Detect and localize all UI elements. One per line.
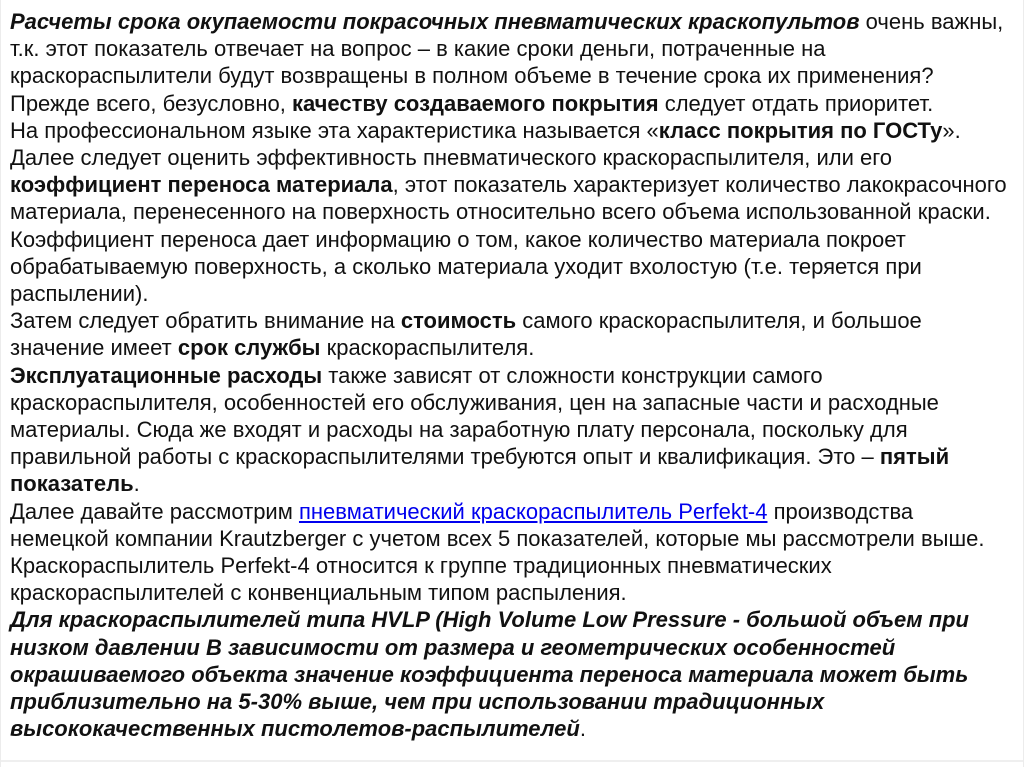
text-segment: Прежде всего, безусловно,	[10, 90, 292, 116]
paragraph-3	[10, 117, 1014, 144]
text-segment: Эксплуатационные расходы	[10, 362, 323, 388]
paragraph-4	[10, 144, 1014, 307]
text-segment: краскораспылителя.	[320, 335, 535, 361]
text-segment: класс покрытия по ГОСТу	[658, 117, 943, 143]
text-segment: производства немецкой компании Krautzberger с учетом всех 5 показателей, которые мы рассмотрели выше. Краскораспылитель Perfekt-4 относится к группе традиционных пневматических краскораспылителей с конвенциальным типом распыления.	[10, 498, 985, 606]
text-segment: ».	[942, 117, 961, 143]
perfekt4-link[interactable]: пневматический краскораспылитель Perfekt-4	[298, 498, 768, 524]
text-segment: пятый показатель	[10, 444, 950, 497]
text-segment: Далее давайте рассмотрим	[10, 498, 299, 524]
text-segment: На профессиональном языке эта характеристика называется «	[10, 117, 659, 143]
text-segment: .	[133, 471, 140, 497]
paragraph-7	[10, 498, 1014, 607]
slide-bottom-border	[1, 760, 1023, 762]
text-segment: очень важны, т.к. этот показатель отвечает на вопрос – в какие сроки деньги, потраченные на краскораспылители будут возвращены в полном объеме в течение срока их применения?	[10, 9, 1004, 89]
text-segment: , этот показатель характеризует количество лакокрасочного материала, перенесенного на поверхность относительно всего объема использованной краски. Коэффициент переноса дает информацию о том, какое количество материала покроет обрабатываемую поверхность, а сколько материала уходит вхолостую (т.е. теряется при распылении).	[10, 172, 1007, 307]
text-segment: Далее следует оценить эффективность пневматического краскораспылителя, или его	[10, 145, 893, 171]
paragraph-8	[10, 606, 1014, 742]
text-segment: коэффициент переноса материала	[10, 172, 393, 198]
paragraph-6	[10, 362, 1014, 498]
text-segment: качеству создаваемого покрытия	[291, 90, 659, 116]
text-segment: следует отдать приоритет.	[658, 90, 934, 116]
text-segment: .	[579, 716, 586, 742]
document-text	[1, 0, 1023, 742]
text-segment: Для краскораспылителей типа HVLP (High Volume Low Pressure - большой объем при низком давлении В зависимости от размера и геометрических особенностей окрашиваемого объекта значение коэффициента переноса материала может быть приблизительно на 5-30% выше, чем при использовании традиционных высококачественных пистолетов-распылителей	[10, 607, 969, 742]
text-segment: Затем следует обратить внимание на	[10, 308, 401, 334]
text-segment: Расчеты срока окупаемости покрасочных пневматических краскопультов	[10, 9, 860, 34]
text-segment: также зависят от сложности конструкции самого краскораспылителя, особенностей его обслуживания, цен на запасные части и расходные материалы. Сюда же входят и расходы на заработную плату персонала, поскольку для правильной работы с краскораспылителями требуются опыт и квалификация. Это –	[10, 362, 939, 470]
paragraph-5	[10, 307, 1014, 361]
paragraph-2	[10, 90, 1014, 117]
text-segment: стоимость	[400, 308, 517, 334]
text-segment: самого краскораспылителя, и большое значение имеет	[10, 308, 922, 361]
paragraph-1	[10, 8, 1014, 90]
text-segment: срок службы	[177, 335, 321, 361]
